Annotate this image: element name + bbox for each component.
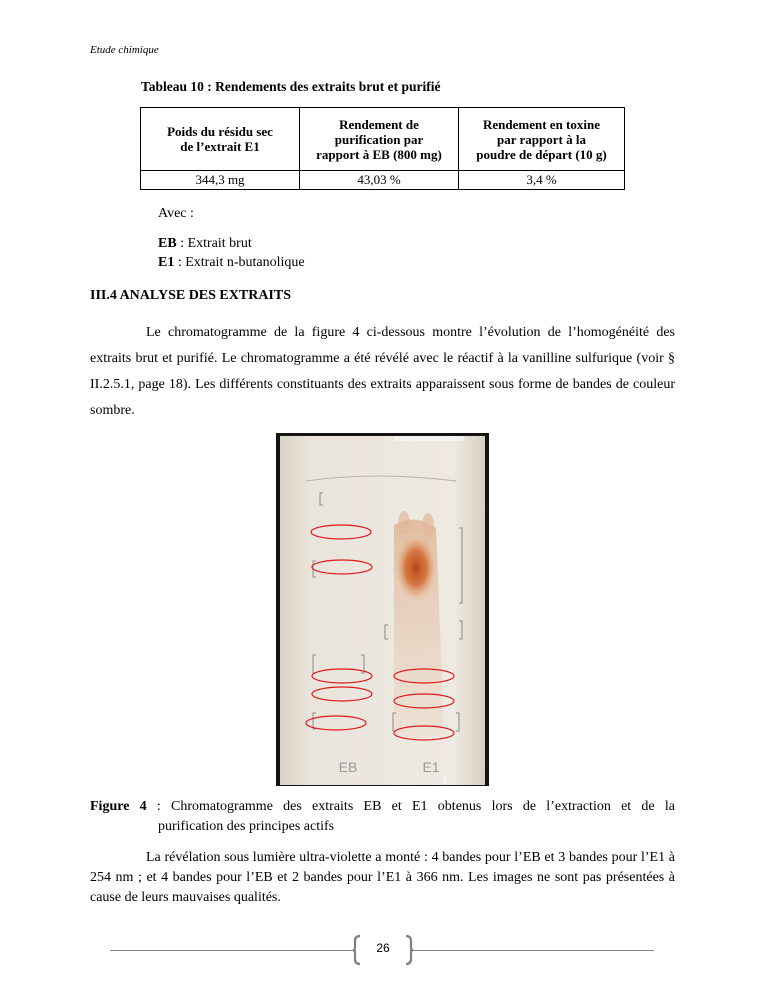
lane-label-e1: E1 (422, 759, 440, 775)
footer-rule-right (410, 950, 654, 951)
legend-item-e1 (158, 255, 305, 271)
header-line: Rendement en toxine (483, 116, 600, 132)
plate-scratch (444, 775, 446, 785)
table-caption: Tableau 10 : Rendements des extraits brut et purifié (141, 79, 441, 94)
header-line: purification par (334, 131, 424, 147)
paragraph-analysis (90, 320, 675, 424)
header-line: poudre de départ (10 g) (476, 146, 607, 162)
footer-rule-left (110, 950, 356, 951)
header-cell-purification-yield (300, 108, 459, 171)
header-line: par rapport à la (497, 131, 586, 147)
header-cell-dry-residue (141, 108, 300, 171)
figure-caption (90, 797, 675, 837)
yield-table (140, 107, 625, 190)
plate-glare (394, 436, 464, 441)
legend-abbr: EB (158, 236, 177, 251)
header-line: de l’extrait E1 (180, 139, 260, 154)
header-line: Rendement de (339, 116, 419, 132)
footer-bracket-right (404, 934, 414, 966)
chromatogram-figure (276, 433, 489, 786)
avec-label: Avec : (158, 206, 194, 221)
table-cell: 43,03 % (300, 171, 459, 190)
header-cell-toxin-yield (459, 108, 625, 171)
paragraph-uv (90, 848, 675, 908)
figure-caption-text: : Chromatogramme des extraits EB et E1 obtenus lors de l’extraction et de la (156, 799, 675, 814)
running-header: Etude chimique (90, 44, 159, 56)
figure-label: Figure 4 (90, 799, 147, 814)
footer-bracket-left (352, 934, 362, 966)
table-cell: 344,3 mg (141, 171, 300, 190)
table-cell: 3,4 % (459, 171, 625, 190)
header-line: Poids du résidu sec (167, 124, 273, 139)
legend-item-eb (158, 236, 252, 252)
paragraph-text: Le chromatogramme de la figure 4 ci-dessous montre l’évolution de l’homogénéité des extraits brut et purifié. Le chromatogramme a été révélé avec le réactif à la vanilline sulfurique (voir § II.2.5.1, page 18). Les différents constituants des extraits apparaissent sous forme de bandes de couleur sombre. (90, 325, 675, 418)
page-number: 26 (376, 941, 390, 955)
section-title: III.4 ANALYSE DES EXTRAITS (90, 288, 292, 303)
legend-text: : Extrait n-butanolique (174, 255, 305, 270)
e1-upper-spot-right (422, 513, 434, 537)
legend-text: : Extrait brut (176, 236, 252, 251)
e1-upper-spot-left (398, 511, 410, 535)
table-row (141, 171, 625, 190)
table-header-row (141, 108, 625, 171)
e1-main-spot (396, 536, 436, 600)
legend-abbr: E1 (158, 255, 175, 270)
header-line: rapport à EB (800 mg) (316, 146, 442, 162)
figure-caption-line2: purification des principes actifs (158, 819, 335, 834)
paragraph-text: La révélation sous lumière ultra-violette a monté : 4 bandes pour l’EB et 3 bandes pour l’E1 à 254 nm ; et 4 bandes pour l’EB et 2 bandes pour l’E1 à 366 nm. Les images ne sont pas présentées à cause de leurs mauvaises qualités. (90, 850, 675, 905)
lane-label-eb: EB (338, 759, 358, 775)
figure-caption-line1 (90, 797, 675, 817)
